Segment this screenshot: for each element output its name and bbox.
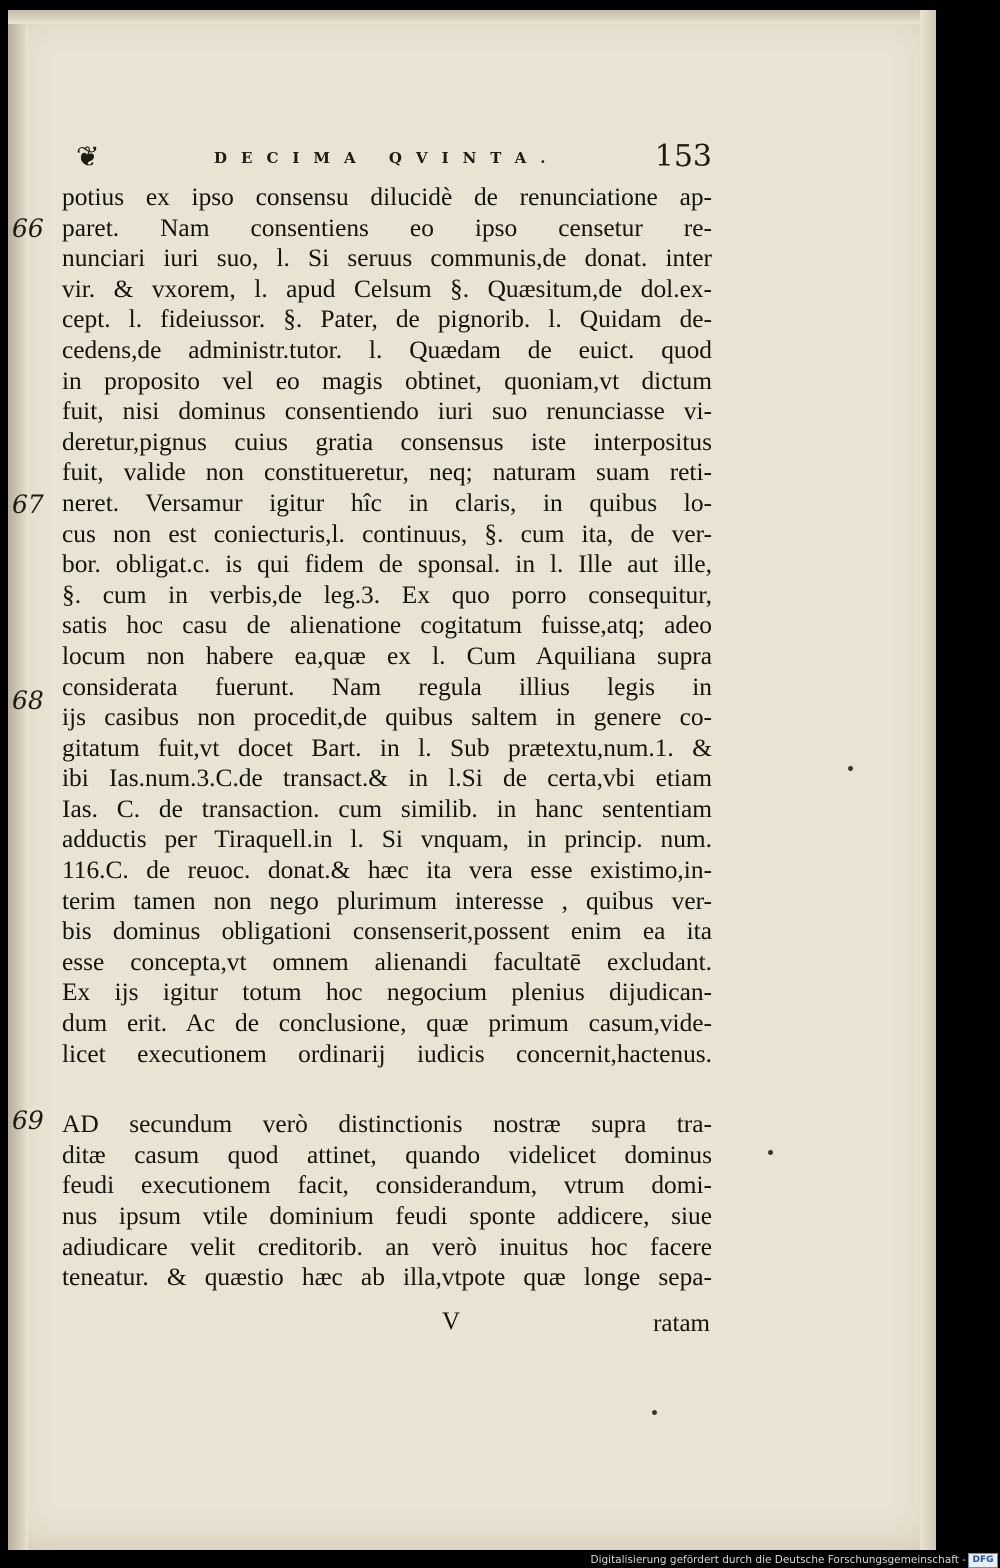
text-line: bis dominus obligationi consenserit,possent enim ea ita — [62, 917, 712, 946]
text-line: gitatum fuit,vt docet Bart. in l. Sub prætextu,num.1. & — [62, 733, 712, 762]
text-line: ijs casibus non procedit,de quibus saltem in genere co- — [62, 703, 712, 732]
text-line: teneatur. & quæstio hæc ab illa,vtpote quæ longe sepa- — [62, 1263, 712, 1292]
catchword: ratam — [653, 1310, 710, 1337]
text-line: Ias. C. de transaction. cum similib. in hanc sententiam — [62, 794, 712, 823]
text-line: cus non est coniecturis,l. continuus, §. cum ita, de ver- — [62, 519, 712, 548]
text-line: potius ex ipso consensu dilucidè de renunciatione ap- — [62, 183, 712, 211]
text-line: nus ipsum vtile dominium feudi sponte addicere, siue — [62, 1202, 712, 1230]
text-line: locum non habere ea,quæ ex l. Cum Aquiliana supra — [62, 641, 712, 670]
text-line: cept. l. fideiussor. §. Pater, de pignorib. l. Quidam de- — [62, 305, 712, 334]
text-line: vir. & vxorem, l. apud Celsum §. Quæsitum,de dol.ex- — [62, 274, 712, 303]
page-foot — [62, 1308, 712, 1340]
margin-number-69: 69 — [12, 1106, 44, 1135]
text-line: AD secundum verò distinctionis nostræ supra tra- — [62, 1110, 712, 1139]
text-line: dum erit. Ac de conclusione, quæ primum casum,vide- — [62, 1009, 712, 1038]
text-line: satis hoc casu de alienatione cogitatum fuisse,atq; adeo — [62, 611, 712, 640]
text-line: neret. Versamur igitur hîc in claris, in quibus lo- — [62, 488, 712, 517]
text-line: considerata fuerunt. Nam regula illius legis in — [62, 672, 712, 701]
paragraph-block-1 — [62, 182, 712, 1069]
text-line: adductis per Tiraquell.in l. Si vnquam, in princip. num. — [62, 825, 712, 854]
paper-speck — [768, 1150, 773, 1155]
text-line: bor. obligat.c. is qui fidem de sponsal. in l. Ille aut ille, — [62, 550, 712, 579]
paragraph-block-2 — [62, 1109, 712, 1293]
running-head: DECIMA QVINTA. — [214, 149, 560, 167]
text-line: deretur,pignus cuius gratia consensus iste interpositus — [62, 427, 712, 456]
text-line: feudi executionem facit, considerandum, vtrum domi- — [62, 1171, 712, 1200]
text-line: adiudicare velit creditorib. an verò inuitus hoc facere — [62, 1232, 712, 1261]
paper-speck — [652, 1410, 657, 1415]
text-line: 116.C. de reuoc. donat.& hæc ita vera esse existimo,in- — [62, 856, 712, 885]
text-line: ibi Ias.num.3.C.de transact.& in l.Si de certa,vbi etiam — [62, 764, 712, 793]
page-top-shadow — [8, 10, 936, 24]
text-body — [62, 182, 712, 1293]
text-line: nunciari iuri suo, l. Si seruus communis,de donat. inter — [62, 244, 712, 273]
text-line: §. cum in verbis,de leg.3. Ex quo porro consequitur, — [62, 580, 712, 609]
page-right-shadow — [920, 10, 936, 1550]
text-line: esse concepta,vt omnem alienandi facultatē excludant. — [62, 947, 712, 976]
text-line: fuit, nisi dominus consentiendo iuri suo renunciasse vi- — [62, 397, 712, 426]
text-line: cedens,de administr.tutor. l. Quædam de euict. quod — [62, 335, 712, 364]
text-line: paret. Nam consentiens eo ipso censetur re- — [62, 213, 712, 242]
text-line: in proposito vel eo magis obtinet, quoniam,vt dictum — [62, 366, 712, 395]
dfg-logo: DFG — [968, 1553, 998, 1568]
margin-number-67: 67 — [12, 490, 44, 519]
digitization-credit: Digitalisierung gefördert durch die Deutsche Forschungsgemeinschaft - — [590, 1554, 966, 1566]
page-header — [64, 140, 714, 180]
text-line: fuit, valide non constitueretur, neq; naturam suam reti- — [62, 458, 712, 487]
margin-number-68: 68 — [12, 686, 44, 715]
fleuron-ornament: ❦ — [76, 140, 100, 173]
paragraph-gap — [62, 1069, 712, 1109]
margin-number-66: 66 — [12, 214, 44, 243]
text-line: Ex ijs igitur totum hoc negocium plenius dijudican- — [62, 978, 712, 1007]
signature-mark: V — [442, 1308, 461, 1335]
text-line: terim tamen non nego plurimum interesse , quibus ver- — [62, 886, 712, 915]
text-line: ditæ casum quod attinet, quando videlicet dominus — [62, 1140, 712, 1169]
paper-speck — [848, 766, 853, 771]
text-line: licet executionem ordinarij iudicis concernit,hactenus. — [62, 1039, 712, 1068]
page-number: 153 — [654, 139, 712, 174]
